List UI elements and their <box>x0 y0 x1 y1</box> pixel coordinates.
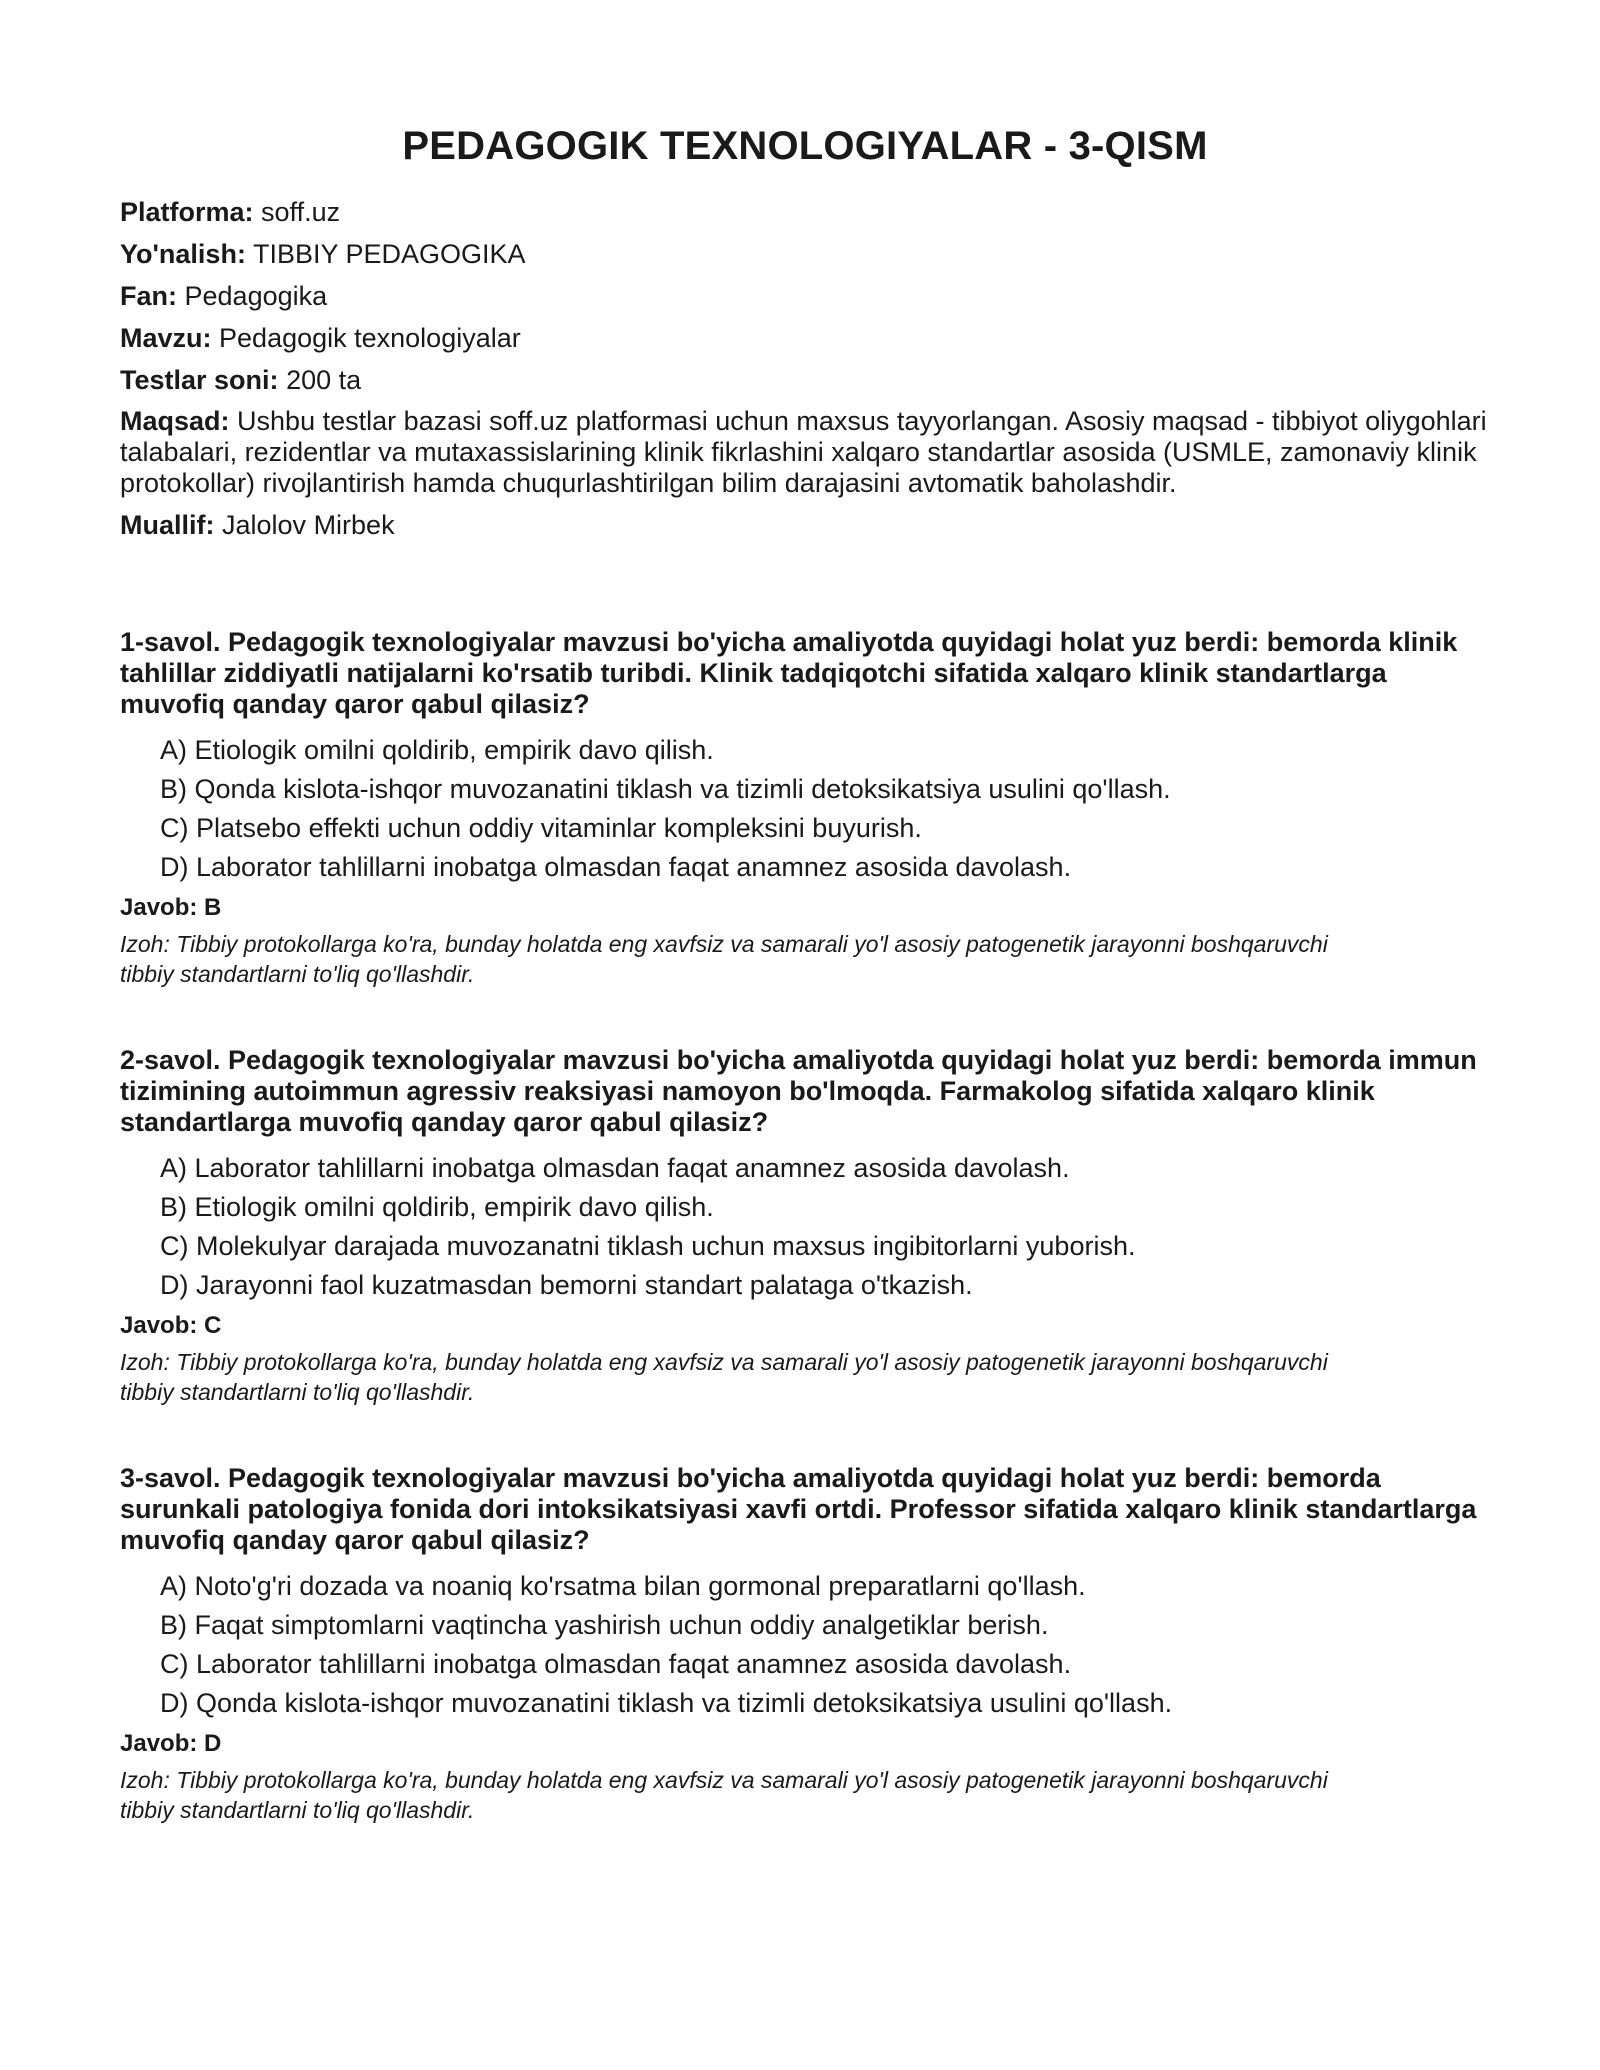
meta-purpose-value: Ushbu testlar bazasi soff.uz platformasi uchun maxsus tayyorlangan. Asosiy maqsad - tibbiyot oliygohlari talabalari, rezidentlar va mutaxassislarining klinik fikrlashini xalqaro standartlar asosida (USMLE, zamonaviy klinik protokollar) rivojlantirish hamda chuqurlashtirilgan bilim darajasini avtomatik baholashdir. <box>120 406 1487 498</box>
option-a: A) Noto'g'ri dozada va noaniq ko'rsatma bilan gormonal preparatlarni qo'llash. <box>160 1571 1086 1601</box>
question-3 <box>120 1463 1490 1825</box>
meta-test-count <box>120 364 1490 396</box>
option-a: A) Laborator tahlillarni inobatga olmasdan faqat anamnez asosida davolash. <box>160 1153 1070 1183</box>
document-title: PEDAGOGIK TEXNOLOGIYALAR - 3-QISM <box>402 124 1208 168</box>
option-d: D) Qonda kislota-ishqor muvozanatini tiklash va tizimli detoksikatsiya usulini qo'llash. <box>160 1688 1173 1718</box>
meta-test-count-value: 200 ta <box>286 365 362 395</box>
answer-explanation: Izoh: Tibbiy protokollarga ko'ra, bunday holatda eng xavfsiz va samarali yo'l asosiy patogenetik jarayonni boshqaruvchi tibbiy standartlarni to'liq qo'llashdir. <box>120 1767 1328 1823</box>
meta-platform-label: Platforma: <box>120 197 254 227</box>
correct-answer: Javob: C <box>120 1312 222 1339</box>
correct-answer: Javob: B <box>120 894 222 921</box>
option-a: A) Etiologik omilni qoldirib, empirik davo qilish. <box>160 735 714 765</box>
question-text: 2-savol. Pedagogik texnologiyalar mavzusi bo'yicha amaliyotda quyidagi holat yuz berdi: bemorda immun tizimining autoimmun agressiv reaksiyasi namoyon bo'lmoqda. Farmakolog sifatida xalqaro klinik standartlarga muvofiq qanday qaror qabul qilasiz? <box>120 1045 1477 1137</box>
meta-subject <box>120 280 1490 312</box>
meta-topic <box>120 322 1490 354</box>
meta-purpose <box>120 406 1490 499</box>
question-text: 1-savol. Pedagogik texnologiyalar mavzusi bo'yicha amaliyotda quyidagi holat yuz berdi: bemorda klinik tahlillar ziddiyatli natijalarni ko'rsatib turibdi. Klinik tadqiqotchi sifatida xalqaro klinik standartlarga muvofiq qanday qaror qabul qilasiz? <box>120 627 1458 719</box>
meta-subject-label: Fan: <box>120 281 177 311</box>
meta-author-label: Muallif: <box>120 510 215 540</box>
question-1 <box>120 627 1490 989</box>
meta-topic-value: Pedagogik texnologiyalar <box>219 323 521 353</box>
option-c: C) Platsebo effekti uchun oddiy vitaminlar kompleksini buyurish. <box>160 813 922 843</box>
meta-topic-label: Mavzu: <box>120 323 212 353</box>
correct-answer: Javob: D <box>120 1730 222 1757</box>
answer-options <box>120 1570 1490 1719</box>
option-b: B) Faqat simptomlarni vaqtincha yashirish uchun oddiy analgetiklar berish. <box>160 1610 1049 1640</box>
meta-platform-value: soff.uz <box>261 197 341 227</box>
option-b: B) Qonda kislota-ishqor muvozanatini tiklash va tizimli detoksikatsiya usulini qo'llash. <box>160 774 1171 804</box>
meta-direction-value: TIBBIY PEDAGOGIKA <box>252 239 526 269</box>
meta-author <box>120 509 1490 541</box>
answer-options <box>120 1152 1490 1301</box>
option-c: C) Molekulyar darajada muvozanatni tiklash uchun maxsus ingibitorlarni yuborish. <box>160 1231 1136 1261</box>
option-b: B) Etiologik omilni qoldirib, empirik davo qilish. <box>160 1192 714 1222</box>
option-c: C) Laborator tahlillarni inobatga olmasdan faqat anamnez asosida davolash. <box>160 1649 1072 1679</box>
question-2 <box>120 1045 1490 1407</box>
answer-explanation: Izoh: Tibbiy protokollarga ko'ra, bunday holatda eng xavfsiz va samarali yo'l asosiy patogenetik jarayonni boshqaruvchi tibbiy standartlarni to'liq qo'llashdir. <box>120 1349 1328 1405</box>
document-page <box>120 118 1490 1881</box>
meta-platform <box>120 196 1490 228</box>
option-d: D) Jarayonni faol kuzatmasdan bemorni standart palataga o'tkazish. <box>160 1270 973 1300</box>
meta-direction-label: Yo'nalish: <box>120 239 246 269</box>
meta-subject-value: Pedagogika <box>184 281 328 311</box>
option-d: D) Laborator tahlillarni inobatga olmasdan faqat anamnez asosida davolash. <box>160 852 1072 882</box>
meta-purpose-label: Maqsad: <box>120 406 230 436</box>
meta-test-count-label: Testlar soni: <box>120 365 279 395</box>
meta-direction <box>120 238 1490 270</box>
metadata-block <box>120 196 1490 541</box>
answer-options <box>120 734 1490 883</box>
answer-explanation: Izoh: Tibbiy protokollarga ko'ra, bunday holatda eng xavfsiz va samarali yo'l asosiy patogenetik jarayonni boshqaruvchi tibbiy standartlarni to'liq qo'llashdir. <box>120 931 1328 987</box>
question-text: 3-savol. Pedagogik texnologiyalar mavzusi bo'yicha amaliyotda quyidagi holat yuz berdi: bemorda surunkali patologiya fonida dori intoksikatsiyasi xavfi ortdi. Professor sifatida xalqaro klinik standartlarga muvofiq qanday qaror qabul qilasiz? <box>120 1463 1477 1555</box>
meta-author-value: Jalolov Mirbek <box>222 510 395 540</box>
